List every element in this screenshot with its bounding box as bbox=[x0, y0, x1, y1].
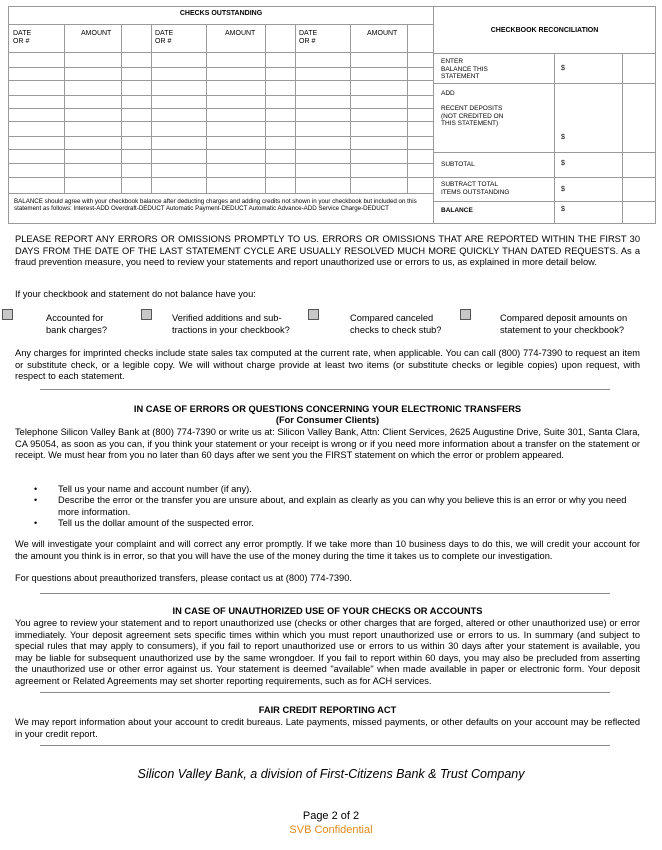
eft-bullet: Tell us the dollar amount of the suspected error. bbox=[58, 518, 254, 528]
col-header-amount-1: AMOUNT bbox=[81, 30, 112, 37]
checks-outstanding-table bbox=[8, 6, 434, 224]
recon-divider bbox=[554, 54, 555, 224]
grid-column-line bbox=[121, 25, 122, 193]
eft-bullet: Describe the error or the transfer you are unsure about, and explain as clearly as you can why you believe this is an error or why you need more information. bbox=[58, 495, 627, 517]
report-errors-paragraph: PLEASE REPORT ANY ERRORS OR OMISSIONS PROMPTLY TO US. ERRORS OR OMISSIONS THAT ARE REPORTED WITHIN THE FIRST 30 DAYS FROM THE DATE OF THE LAST STATEMENT CYCLE ARE USUALLY RESOLVED MUCH MORE QUICKLY THAN DATED REQUESTS. As a fraud prevention measure, you need to review your statements and report unauthorized use or errors to us, as explained in more detail below. bbox=[15, 234, 640, 268]
grid-column-line bbox=[350, 25, 351, 193]
grid-row-line bbox=[9, 52, 434, 53]
balance-label: BALANCE bbox=[441, 207, 473, 214]
eft-bullet: Tell us your name and account number (if any). bbox=[58, 484, 252, 494]
unauthorized-heading: IN CASE OF UNAUTHORIZED USE OF YOUR CHECKS OR ACCOUNTS bbox=[172, 606, 483, 616]
eft-heading: IN CASE OF ERRORS OR QUESTIONS CONCERNING YOUR ELECTRONIC TRANSFERS bbox=[133, 404, 522, 414]
checkbox-bank-charges[interactable] bbox=[2, 309, 13, 320]
col-header-date-3: DATE OR # bbox=[299, 30, 318, 45]
checkbox-verified-additions[interactable] bbox=[141, 309, 152, 320]
preauthorized-paragraph: For questions about preauthorized transfers, please contact us at (800) 774-7390. bbox=[15, 573, 352, 583]
grid-column-line bbox=[64, 25, 65, 193]
grid-row-line bbox=[9, 163, 434, 164]
checklist-item: Compared deposit amounts on statement to your checkbook? bbox=[500, 313, 628, 335]
unauthorized-paragraph: You agree to review your statement and to report unauthorized use (checks or other charges that are forged, altered or other unauthorized use) or error immediately. Your deposit agreement sets specific times within which you must report unauthorized use or errors to us. In summary (and subject to special rules that may apply to consumers), if you fail to report unauthorized use or errors to us within 30 days after your statement is available, you may be liable for subsequent unauthorized use by the same wrongdoer. If you fail to report within 60 days, you may also be precluded from asserting the unauthorized use or other error against us. Your statement is deemed "available" when made available in paper or electronic form. Your deposit agreement or Related Agreements may set shorter reporting requirements, such as for ACH services. bbox=[15, 618, 640, 686]
col-header-date-2: DATE OR # bbox=[155, 30, 174, 45]
grid-row-line bbox=[9, 136, 434, 137]
divider bbox=[40, 745, 610, 746]
recon-rule bbox=[434, 83, 656, 84]
checklist-item: Verified additions and sub- tractions in your checkbook? bbox=[172, 313, 290, 335]
divider bbox=[40, 692, 610, 693]
grid-row-line bbox=[9, 193, 434, 194]
divider bbox=[40, 593, 610, 594]
grid-row-line bbox=[9, 177, 434, 178]
dollar-sign: $ bbox=[561, 206, 565, 213]
recon-divider bbox=[622, 54, 623, 224]
checkbox-compared-deposits[interactable] bbox=[460, 309, 471, 320]
reconciliation-title: CHECKBOOK RECONCILIATION bbox=[434, 7, 655, 54]
fcra-heading: FAIR CREDIT REPORTING ACT bbox=[258, 705, 397, 715]
eft-subheading: (For Consumer Clients) bbox=[275, 415, 380, 425]
checklist-item: Accounted for bank charges? bbox=[46, 313, 107, 335]
grid-column-line bbox=[206, 25, 207, 193]
col-header-amount-3: AMOUNT bbox=[367, 30, 398, 37]
eft-paragraph: Telephone Silicon Valley Bank at (800) 774-7390 or write us at: Silicon Valley Bank, Attn: Client Services, 2625 Augustine Drive, Suite 301, Santa Clara, CA 95054, as soon as you can, if you think your statement or your receipt is wrong or if you need more information about a transfer on the statement or receipt. We must hear from you no later than 60 days after we sent you the FIRST statement on which the error or problem appeared. bbox=[15, 427, 640, 461]
recon-rule bbox=[434, 201, 656, 202]
grid-row-line bbox=[9, 67, 434, 68]
page-number: Page 2 of 2 bbox=[302, 810, 360, 822]
checklist-item: Compared canceled checks to check stub? bbox=[350, 313, 442, 335]
bullet-icon: • bbox=[34, 518, 38, 528]
charges-paragraph: Any charges for imprinted checks include state sales tax computed at the current rate, when applicable. You can call (800) 774-7390 to request an item or substitute check, or a legible copy. We will without charge provide at least two items (or substitute checks or legible copies) upon request, with respect to each statement. bbox=[15, 348, 640, 382]
fcra-paragraph: We may report information about your account to credit bureaus. Late payments, missed payments, or other defaults on your account may be reflected in your credit report. bbox=[15, 717, 640, 739]
checkbook-reconciliation bbox=[434, 6, 656, 224]
recon-rule bbox=[434, 152, 656, 153]
investigate-paragraph: We will investigate your complaint and will correct any error promptly. If we take more than 10 business days to do this, we will credit your account for the amount you think is in error, so that you will have the use of the money during the time it takes us to complete our investigation. bbox=[15, 539, 640, 561]
dollar-sign: $ bbox=[561, 65, 565, 72]
enter-balance-label: ENTER BALANCE THIS STATEMENT bbox=[441, 58, 488, 80]
recent-deposits-label: RECENT DEPOSITS (NOT CREDITED ON THIS STATEMENT) bbox=[441, 105, 504, 127]
grid-column-line bbox=[265, 25, 266, 193]
checks-outstanding-title: CHECKS OUTSTANDING bbox=[9, 7, 433, 25]
subtract-total-label: SUBTRACT TOTAL ITEMS OUTSTANDING bbox=[441, 181, 510, 196]
grid-row-line bbox=[9, 121, 434, 122]
divider bbox=[40, 389, 610, 390]
grid-column-line bbox=[407, 25, 408, 193]
grid-row-line bbox=[9, 95, 434, 96]
subtotal-label: SUBTOTAL bbox=[441, 161, 475, 168]
bullet-icon: • bbox=[34, 495, 38, 505]
bank-name-footer: Silicon Valley Bank, a division of First-Citizens Bank & Trust Company bbox=[137, 767, 525, 781]
dollar-sign: $ bbox=[561, 160, 565, 167]
checkbox-compared-checks[interactable] bbox=[308, 309, 319, 320]
grid-column-line bbox=[295, 25, 296, 193]
recon-rule bbox=[434, 177, 656, 178]
col-header-date-1: DATE OR # bbox=[13, 30, 32, 45]
add-label: ADD bbox=[441, 90, 455, 97]
grid-column-line bbox=[151, 25, 152, 193]
dollar-sign: $ bbox=[561, 134, 565, 141]
grid-row-line bbox=[9, 149, 434, 150]
grid-row-line bbox=[9, 80, 434, 81]
dollar-sign: $ bbox=[561, 186, 565, 193]
col-header-amount-2: AMOUNT bbox=[225, 30, 256, 37]
grid-row-line bbox=[9, 108, 434, 109]
confidential-label: SVB Confidential bbox=[289, 824, 373, 836]
balance-question: If your checkbook and statement do not balance have you: bbox=[15, 289, 256, 299]
bullet-icon: • bbox=[34, 484, 38, 494]
balance-note: BALANCE should agree with your checkbook balance after deducting charges and adding credits not shown in your checkbook but included on this statement as follows: Interest-ADD Overdraft-DEDUCT Automatic Payment-DEDUCT Automatic Advance-ADD Service Charge-DEDUCT bbox=[14, 198, 417, 213]
